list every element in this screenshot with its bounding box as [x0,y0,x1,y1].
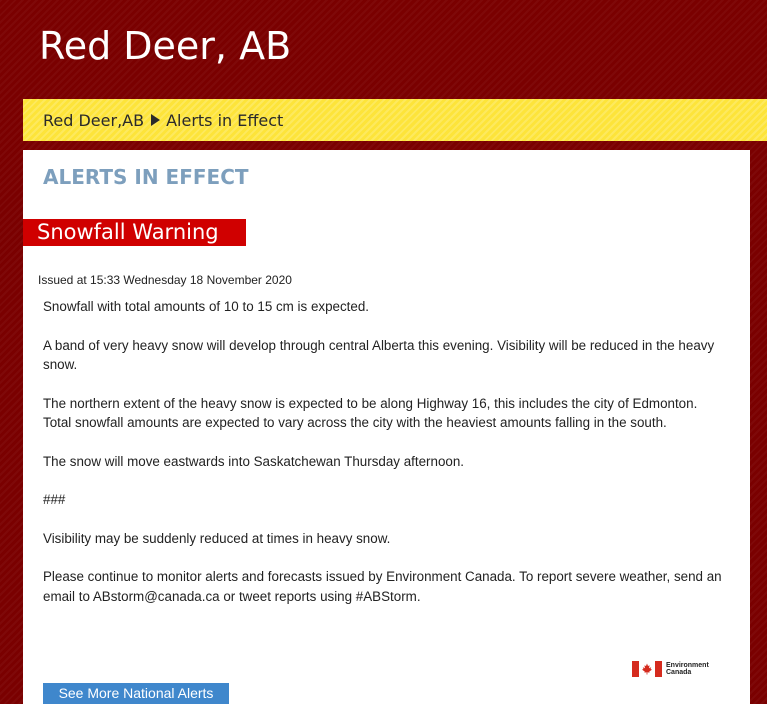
alert-paragraph: A band of very heavy snow will develop through central Alberta this evening. Visibility will be reduced in the heavy snow. [43,337,715,372]
environment-canada-logo [632,661,709,677]
see-more-alerts-button[interactable]: See More National Alerts [43,683,229,704]
alert-paragraph: Please continue to monitor alerts and forecasts issued by Environment Canada. To report severe weather, send an email to ABstorm@canada.ca or tweet reports using #ABStorm. [43,569,722,604]
alert-paragraph: ### [43,492,66,507]
page-title: Red Deer, AB [39,24,292,68]
alert-paragraph: The northern extent of the heavy snow is expected to be along Highway 16, this includes the city of Edmonton. Total snowfall amounts are expected to vary across the city with the heaviest amounts falling in the south. [43,395,698,430]
breadcrumb-item-location[interactable]: Red Deer,AB [43,110,145,130]
breadcrumb [23,99,767,141]
canada-flag-icon [632,661,662,677]
alert-paragraph: Visibility may be suddenly reduced at times in heavy snow. [43,530,391,546]
alert-title: Snowfall Warning [23,219,246,246]
alert-body [43,297,723,625]
alert-paragraph: Snowfall with total amounts of 10 to 15 cm is expected. [43,299,370,314]
content-panel [23,150,750,704]
breadcrumb-item-current: Alerts in Effect [166,110,284,130]
section-heading: ALERTS IN EFFECT [43,165,249,189]
alert-paragraph: The snow will move eastwards into Saskatchewan Thursday afternoon. [43,453,465,469]
logo-wordmark [666,662,709,676]
issued-timestamp: Issued at 15:33 Wednesday 18 November 2020 [38,273,292,287]
triangle-right-icon [151,114,160,126]
logo-line: Environment [666,662,709,669]
logo-line: Canada [666,669,692,676]
